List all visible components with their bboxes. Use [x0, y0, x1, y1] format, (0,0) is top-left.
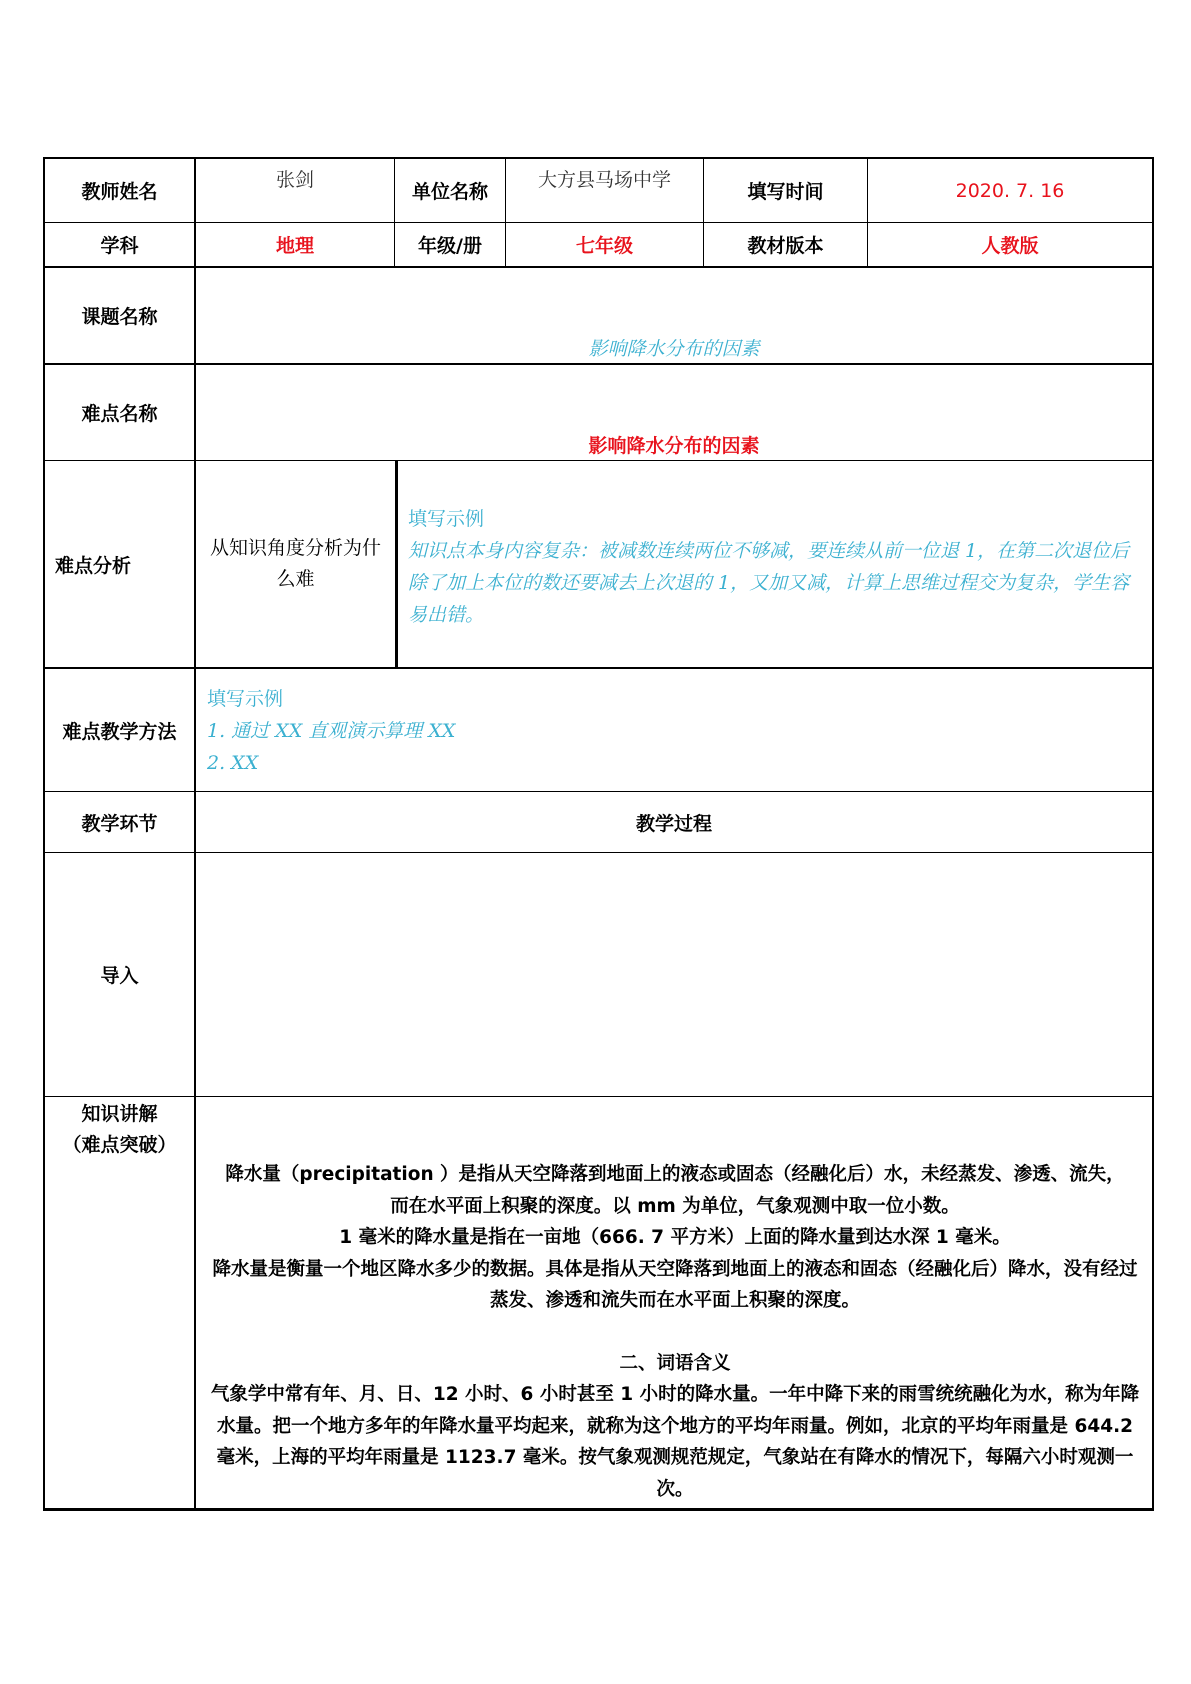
intro-label: 导入: [45, 853, 196, 1096]
knowledge-label-line1: 知识讲解: [81, 1103, 158, 1125]
method-item-2: 2. XX: [207, 752, 259, 774]
lesson-plan-table: [43, 157, 1154, 1511]
knowledge-label-line2: （难点突破）: [62, 1134, 177, 1156]
edition-label: 教材版本: [704, 223, 868, 266]
subject-value: 地理: [196, 223, 395, 266]
topic-cell: [196, 268, 1152, 363]
knowledge-paragraph-4: 气象学中常有年、月、日、12 小时、6 小时甚至 1 小时的降水量。一年中降下来的雨雪统统融化为水，称为年降水量。把一个地方多年的年降水量平均起来，就称为这个地方的平均年雨量。例如，北京的平均年雨量是 644.2 毫米，上海的平均年雨量是 1123.7 毫米。按气象观测规范规定，气象站在有降水的情况下，每隔六小时观测一次。: [210, 1384, 1140, 1500]
process-header-row: [45, 792, 1152, 853]
header-row-1: [45, 159, 1152, 223]
method-example-title: 填写示例: [207, 688, 284, 710]
knowledge-paragraph-1: 降水量（precipitation ）是指从天空降落到地面上的液态或固态（经融化后）水，未经蒸发、渗透、流失，而在水平面上积聚的深度。以 mm 为单位，气象观测中取一位小数。: [225, 1164, 1125, 1217]
teacher-value: 张剑: [196, 159, 395, 222]
method-item-1: 1. 通过 XX 直观演示算理 XX: [207, 720, 456, 742]
difficulty-value: 影响降水分布的因素: [588, 435, 760, 457]
edition-value: 人教版: [981, 235, 1039, 257]
intro-content: [196, 853, 1152, 1096]
grade-label: 年级/册: [395, 223, 506, 266]
difficulty-row: [45, 365, 1152, 461]
analysis-example-cell: [398, 461, 1152, 667]
difficulty-label: 难点名称: [45, 365, 196, 460]
topic-row: [45, 268, 1152, 365]
difficulty-cell: [196, 365, 1152, 460]
grade-value: 七年级: [506, 223, 704, 266]
knowledge-content: [196, 1097, 1152, 1508]
stage-label: 教学环节: [45, 792, 196, 852]
analysis-example-text: 知识点本身内容复杂：被减数连续两位不够减，要连续从前一位退 1，在第二次退位后除了加上本位的数还要减去上次退的 1，又加又减，计算上思维过程交为复杂，学生容易出错。: [408, 540, 1130, 626]
unit-value: 大方县马场中学: [506, 159, 704, 222]
analysis-example-title: 填写示例: [408, 508, 485, 530]
method-label: 难点教学方法: [45, 669, 196, 791]
knowledge-row: [45, 1097, 1152, 1508]
analysis-label: 难点分析: [45, 461, 196, 667]
knowledge-paragraph-2: 1 毫米的降水量是指在一亩地（666. 7 平方米）上面的降水量到达水深 1 毫米。: [339, 1227, 1011, 1248]
knowledge-spacer: [208, 1317, 1142, 1348]
knowledge-heading: 二、词语含义: [619, 1352, 731, 1374]
subject-label: 学科: [45, 223, 196, 266]
date-value: 2020. 7. 16: [955, 179, 1065, 202]
teacher-label: 教师姓名: [45, 159, 196, 222]
analysis-sub-label: 从知识角度分析为什么难: [196, 461, 398, 667]
date-label: 填写时间: [704, 159, 868, 222]
method-cell: [196, 669, 1152, 791]
analysis-row: [45, 461, 1152, 669]
intro-row: [45, 853, 1152, 1097]
topic-value: 影响降水分布的因素: [588, 338, 760, 360]
knowledge-label: [45, 1097, 196, 1508]
knowledge-paragraph-3: 降水量是衡量一个地区降水多少的数据。具体是指从天空降落到地面上的液态和固态（经融化后）降水，没有经过蒸发、渗透和流失而在水平面上积聚的深度。: [212, 1258, 1138, 1311]
process-label: 教学过程: [635, 812, 712, 835]
topic-label: 课题名称: [45, 268, 196, 363]
unit-label: 单位名称: [395, 159, 506, 222]
header-row-2: [45, 223, 1152, 268]
method-row: [45, 669, 1152, 792]
